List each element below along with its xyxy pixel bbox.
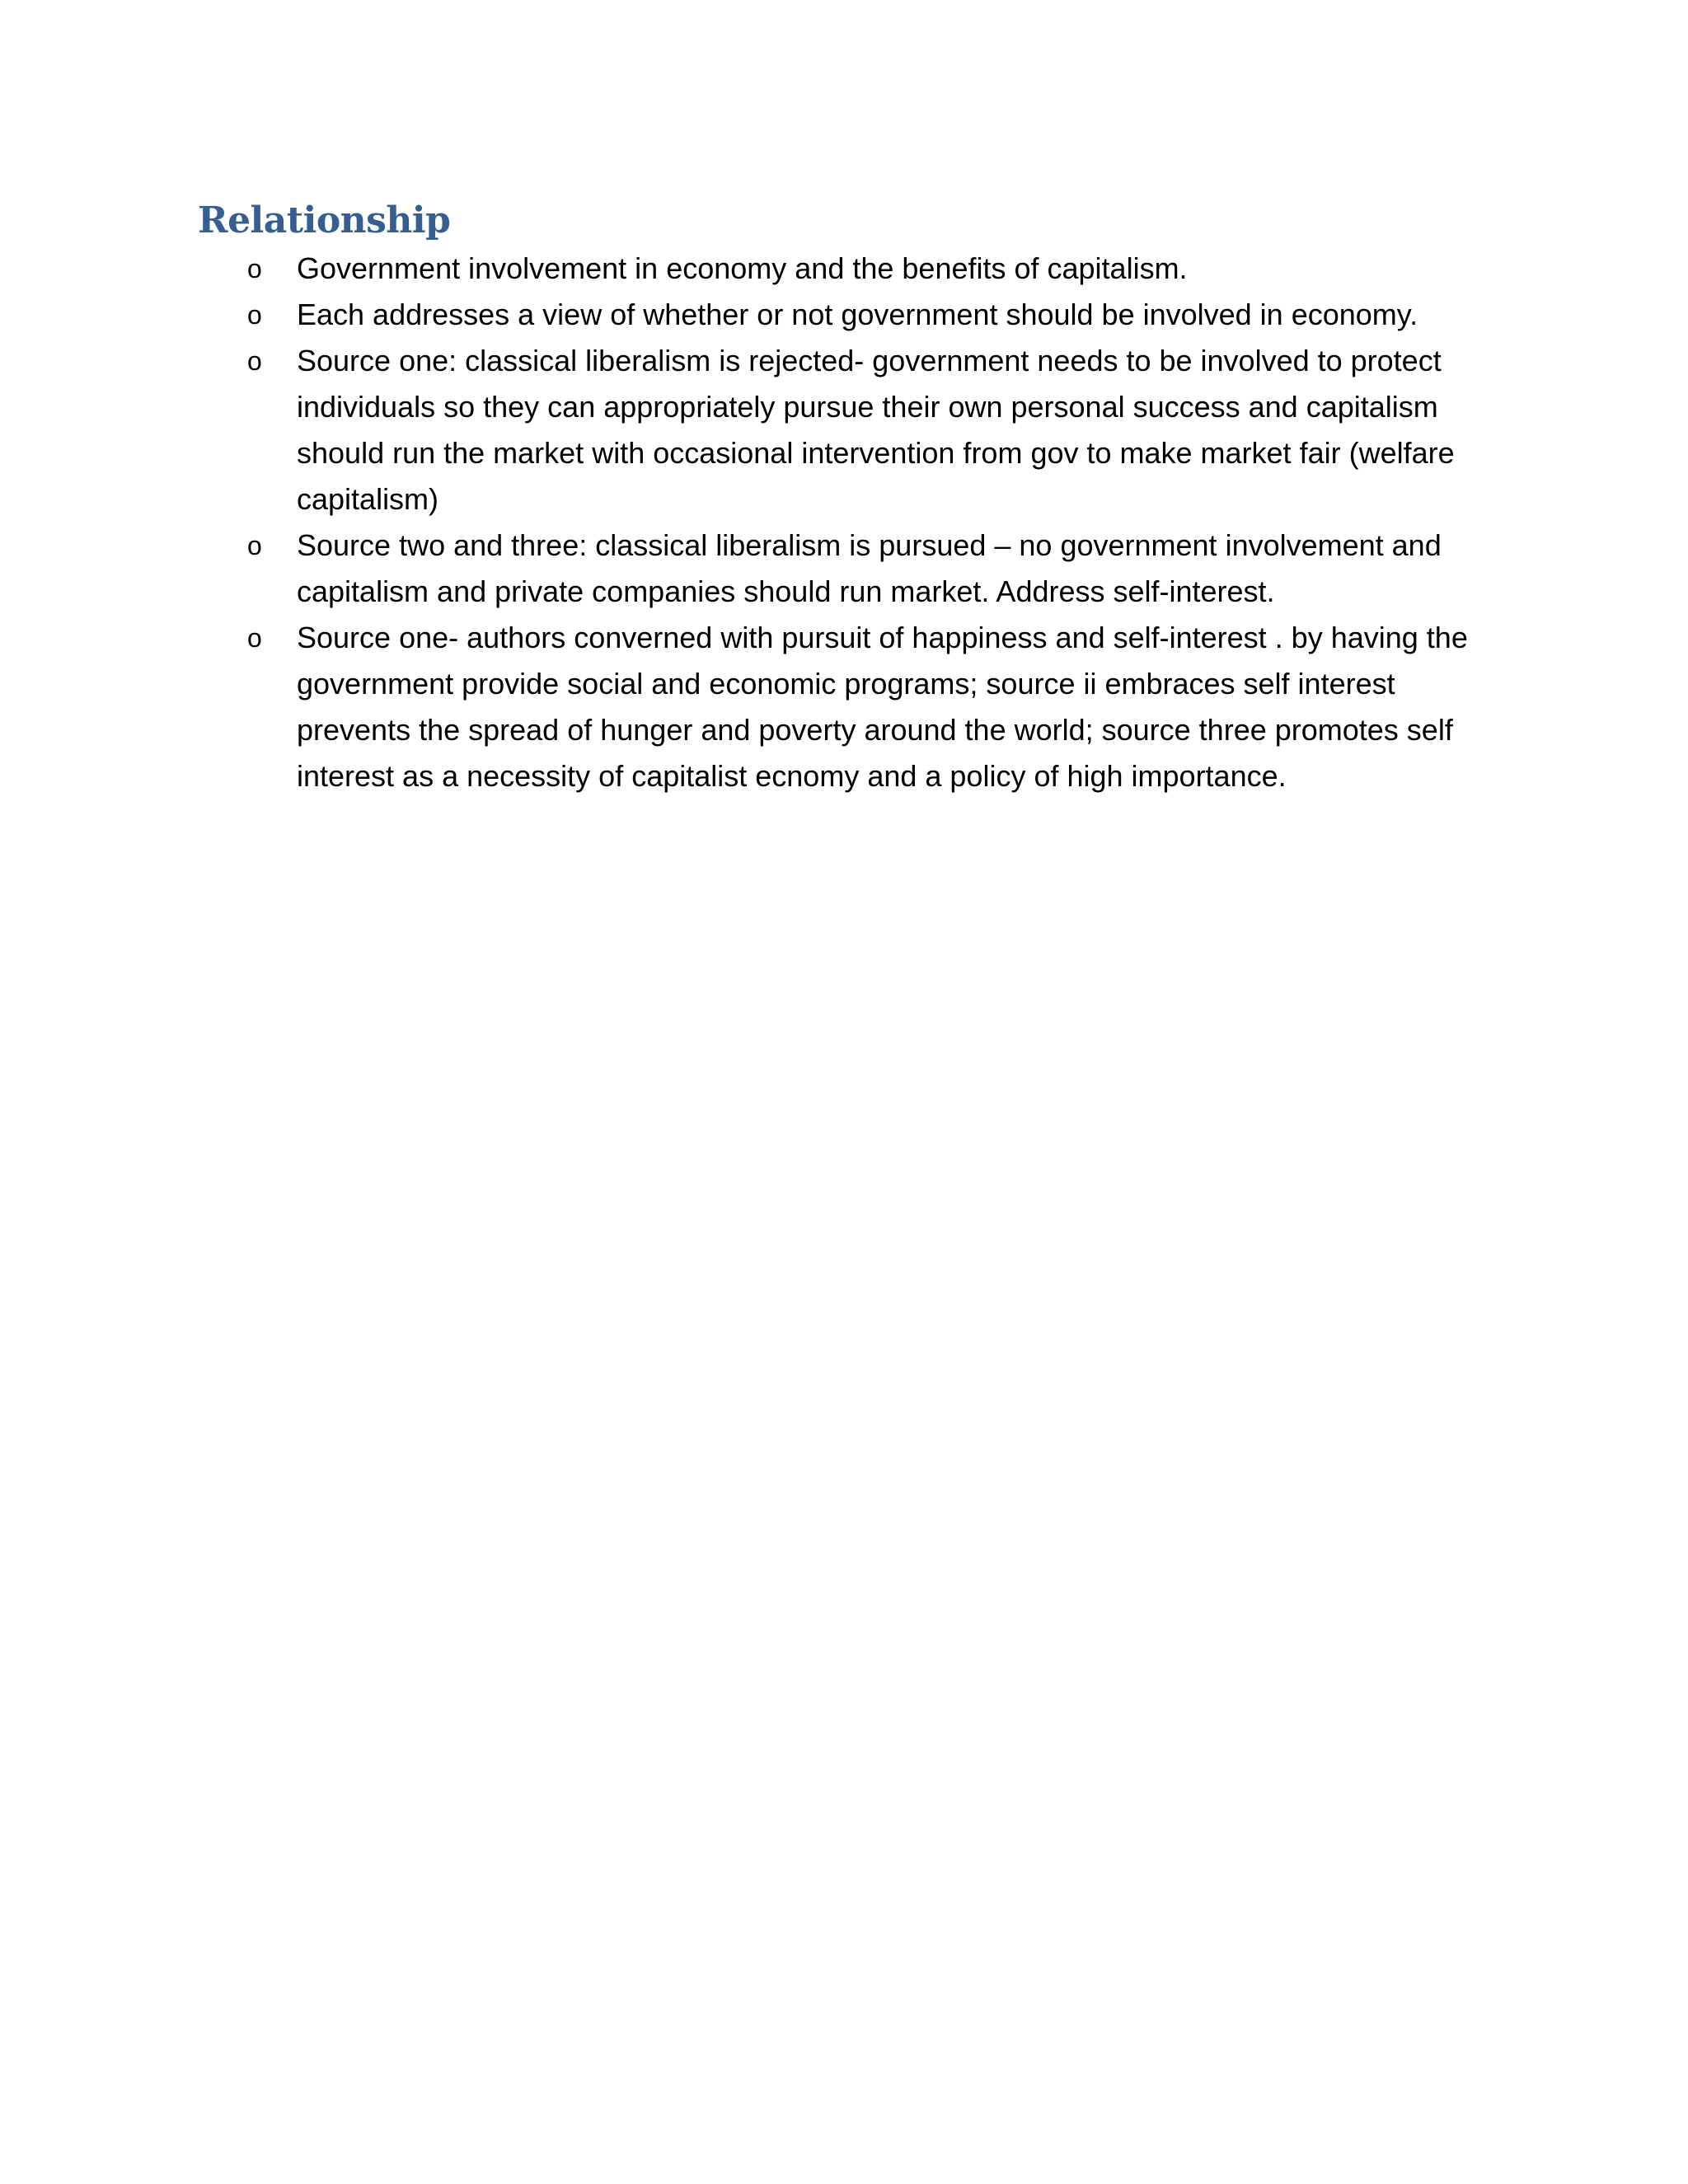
bullet-circle-icon: o <box>247 346 262 376</box>
section-heading: Relationship <box>198 199 451 241</box>
bullet-circle-icon: o <box>247 254 262 284</box>
list-item-text: Each addresses a view of whether or not government should be involved in economy. <box>297 298 1418 331</box>
list-item-text: Source one- authors converned with pursuit of happiness and self-interest . by having the government provide social and economic programs; source ii embraces self interest prevents the spread of hunger and poverty around the world; source three promotes self interest as a necessity of capitalist ecnomy and a policy of high importance. <box>297 621 1468 793</box>
bullet-circle-icon: o <box>247 623 262 653</box>
bullet-circle-icon: o <box>247 300 262 330</box>
bullet-circle-icon: o <box>247 531 262 560</box>
list-item <box>198 246 1484 292</box>
list-item <box>198 292 1484 338</box>
list-item-text: Government involvement in economy and the benefits of capitalism. <box>297 251 1188 285</box>
document-content <box>198 196 1484 799</box>
list-item <box>198 338 1484 523</box>
list-item-text: Source two and three: classical liberalism is pursued – no government involvement and capitalism and private companies should run market. Address self-interest. <box>297 528 1442 608</box>
list-item <box>198 615 1484 799</box>
list-item-text: Source one: classical liberalism is rejected- government needs to be involved to protect individuals so they can appropriately pursue their own personal success and capitalism should run the market with occasional intervention from gov to make market fair (welfare capitalism) <box>297 344 1455 516</box>
list-item <box>198 523 1484 615</box>
bullet-list <box>198 246 1484 799</box>
